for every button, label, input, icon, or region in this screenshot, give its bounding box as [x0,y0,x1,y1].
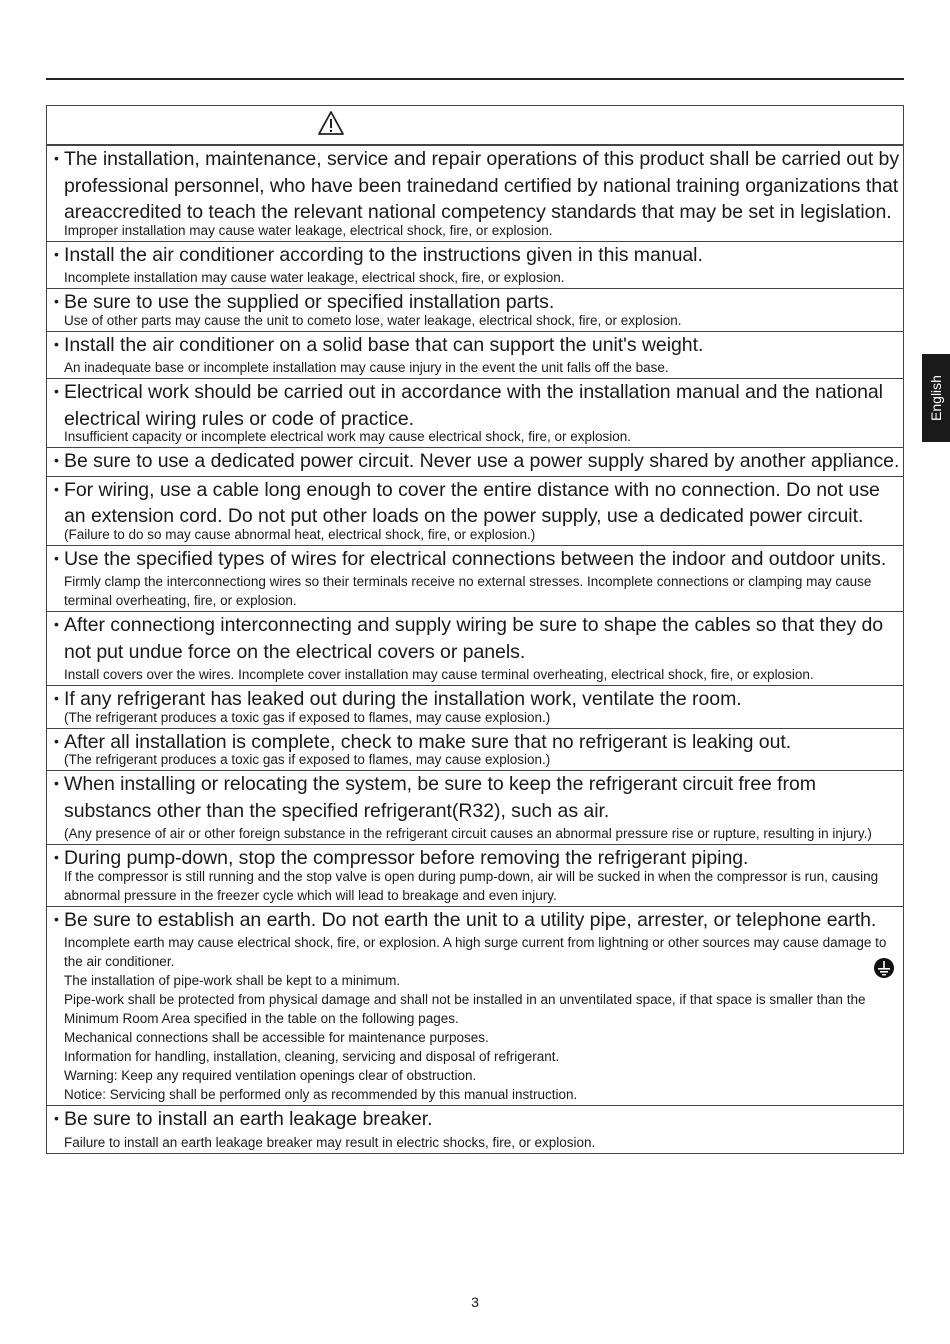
language-tab-label: English [928,375,945,421]
bullet: • [54,616,59,632]
item-note: Mechanical connections shall be accessible for maintenance purposes. [64,1030,489,1045]
warning-item [47,728,903,771]
top-rule [46,78,904,80]
item-note: Information for handling, installation, cleaning, servicing and disposal of refrigerant. [64,1049,560,1064]
item-text: Be sure to use a dedicated power circuit. Never use a power supply shared by another appliance. [64,450,900,472]
warning-header [47,106,903,145]
earth-ground-icon [873,957,895,979]
item-text: Electrical work should be carried out in accordance with the installation manual and the national electrical wiring rules or code of practice. [64,381,883,430]
warning-item [47,545,903,612]
warning-item [47,1105,903,1153]
item-text: Be sure to install an earth leakage breaker. [64,1108,433,1130]
language-tab [922,354,950,442]
warning-item [47,906,903,1106]
item-text: When installing or relocating the system, be sure to keep the refrigerant circuit free from substancs other than the specified refrigerant(R32), such as air. [64,773,816,822]
warning-item [47,611,903,685]
item-text: After connectiong interconnecting and supply wiring be sure to shape the cables so that they do not put undue force on the electrical covers or panels. [64,614,884,663]
item-text: For wiring, use a cable long enough to cover the entire distance with no connection. Do not use an extension cord. Do not put other loads on the power supply, use a dedicated power circuit. [64,478,880,527]
item-note: (Failure to do so may cause abnormal heat, electrical shock, fire, or explosion.) [64,526,536,542]
warning-item [47,447,903,476]
bullet: • [54,732,59,749]
item-text: During pump-down, stop the compressor before removing the refrigerant piping. [64,847,749,869]
item-note: (Any presence of air or other foreign substance in the refrigerant circuit causes an abnormal pressure rise or rupture, resulting in injury.) [64,826,872,841]
bullet: • [54,452,59,468]
bullet: • [54,910,59,927]
item-note: Firmly clamp the interconnectiong wires so their terminals receive no external stresses. Incomplete connections or clamping may cause terminal overheating, fire, or explosion. [64,574,872,608]
item-note: Use of other parts may cause the unit to cometo lose, water leakage, electrical shock, fire, or explosion. [64,312,682,328]
item-text: Install the air conditioner according to the instructions given in this manual. [64,243,703,266]
item-note: Incomplete installation may cause water leakage, electrical shock, fire, or explosion. [64,270,565,285]
bullet: • [54,690,59,706]
item-note: The installation of pipe-work shall be kept to a minimum. [64,973,401,988]
item-note: Incomplete earth may cause electrical shock, fire, or explosion. A high surge current from lightning or other sources may cause damage to the air conditioner. [64,935,887,969]
bullet: • [54,480,59,497]
item-text: After all installation is complete, check to make sure that no refrigerant is leaking out. [64,730,792,753]
bullet: • [54,1110,59,1126]
bullet: • [54,293,59,309]
bullet: • [54,383,59,399]
item-text: Be sure to use the supplied or specified installation parts. [64,291,555,313]
warning-item [47,288,903,331]
warning-item [47,378,903,447]
item-note: Notice: Servicing shall be performed only as recommended by this manual instruction. [64,1087,578,1102]
warning-item [47,145,903,241]
item-text: If any refrigerant has leaked out during the installation work, ventilate the room. [64,688,742,710]
item-note: Install covers over the wires. Incomplete cover installation may cause terminal overheating, electrical shock, fire, or explosion. [64,667,814,682]
warning-item [47,685,903,728]
warning-table [46,105,904,1154]
item-text: Use the specified types of wires for electrical connections between the indoor and outdoor units. [64,547,887,570]
item-note: Failure to install an earth leakage breaker may result in electric shocks, fire, or explosion. [64,1134,596,1150]
item-text: Be sure to establish an earth. Do not earth the unit to a utility pipe, arrester, or telephone earth. [64,908,877,931]
bullet: • [54,549,59,566]
item-note: Improper installation may cause water leakage, electrical shock, fire, or explosion. [64,222,553,238]
bullet: • [54,849,59,865]
item-note: An inadequate base or incomplete installation may cause injury in the event the unit falls off the base. [64,360,669,375]
page-number: 3 [471,1294,479,1310]
warning-item [47,331,903,379]
warning-item [47,844,903,906]
item-text: Install the air conditioner on a solid base that can support the unit's weight. [64,333,704,356]
warning-item [47,241,903,289]
item-note: (The refrigerant produces a toxic gas if exposed to flames, may cause explosion.) [64,752,551,767]
item-note: Insufficient capacity or incomplete electrical work may cause electrical shock, fire, or explosion. [64,429,631,444]
bullet: • [54,775,59,791]
bullet: • [54,335,59,352]
item-note: If the compressor is still running and the stop valve is open during pump-down, air will be sucked in when the compressor is run, causing abnormal pressure in the freezer cycle which will lead to breakage and even injury. [64,868,879,903]
warning-item [47,476,903,545]
item-note: Pipe-work shall be protected from physical damage and shall not be installed in an unventilated space, if that space is smaller than the Minimum Room Area specified in the table on the following pages. [64,992,866,1026]
warning-item [47,770,903,844]
item-note: (The refrigerant produces a toxic gas if exposed to flames, may cause explosion.) [64,709,551,725]
bullet: • [54,245,59,262]
bullet: • [54,150,59,166]
item-text: The installation, maintenance, service and repair operations of this product shall be carried out by professional personnel, who have been trainedand certified by national training organizations that areaccredited to teach the relevant national competency standards that may be set in legislation. [64,148,900,223]
item-note: Warning: Keep any required ventilation openings clear of obstruction. [64,1068,477,1083]
warning-triangle-icon [317,110,345,136]
